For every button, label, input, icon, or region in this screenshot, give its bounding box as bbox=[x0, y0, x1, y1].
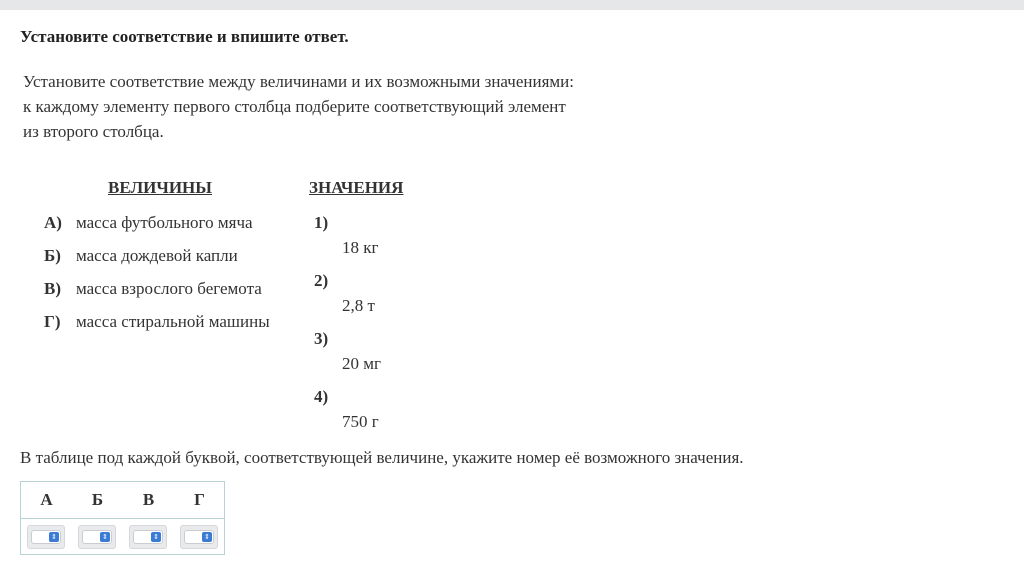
value-text-2: 2,8 т bbox=[342, 296, 375, 315]
intro-line-2: к каждому элементу первого столбца подберите соответствующий элемент bbox=[23, 97, 566, 116]
answer-header-v: В bbox=[142, 490, 155, 509]
quantity-letter: А) bbox=[44, 213, 62, 232]
select-field bbox=[184, 530, 214, 544]
updown-chevron-icon: ⇕ bbox=[49, 532, 59, 542]
select-field bbox=[31, 530, 61, 544]
quantity-text: масса стиральной машины bbox=[76, 312, 270, 331]
answer-select-b[interactable] bbox=[78, 525, 116, 549]
quantity-item-g bbox=[44, 312, 270, 332]
answer-header-a: А bbox=[40, 490, 53, 509]
select-field bbox=[82, 530, 112, 544]
value-number-2: 2) bbox=[314, 271, 329, 290]
value-number-3: 3) bbox=[314, 329, 329, 348]
value-text-3: 20 мг bbox=[342, 354, 381, 373]
value-text-1: 18 кг bbox=[342, 238, 379, 257]
updown-chevron-icon: ⇕ bbox=[151, 532, 161, 542]
task-intro bbox=[23, 69, 643, 144]
answer-select-v[interactable] bbox=[129, 525, 167, 549]
top-bar bbox=[0, 0, 1024, 10]
quantity-item-v bbox=[44, 279, 262, 299]
updown-chevron-icon: ⇕ bbox=[202, 532, 212, 542]
answer-select-g[interactable] bbox=[180, 525, 218, 549]
answer-header-b: Б bbox=[91, 490, 104, 509]
answer-header-g: Г bbox=[194, 490, 205, 509]
value-number-4: 4) bbox=[314, 387, 329, 406]
table-divider bbox=[21, 518, 224, 519]
quantities-heading: ВЕЛИЧИНЫ bbox=[108, 178, 212, 197]
select-field bbox=[133, 530, 163, 544]
value-text-4: 750 г bbox=[342, 412, 379, 431]
task-title: Установите соответствие и впишите ответ. bbox=[20, 27, 349, 46]
updown-chevron-icon: ⇕ bbox=[100, 532, 110, 542]
quantity-text: масса взрослого бегемота bbox=[76, 279, 262, 298]
quantity-item-b bbox=[44, 246, 238, 266]
intro-line-3: из второго столбца. bbox=[23, 122, 164, 141]
quantity-letter: Б) bbox=[44, 246, 61, 265]
values-heading: ЗНАЧЕНИЯ bbox=[309, 178, 404, 197]
quantity-text: масса футбольного мяча bbox=[76, 213, 253, 232]
quantity-letter: Г) bbox=[44, 312, 61, 331]
quantity-text: масса дождевой капли bbox=[76, 246, 238, 265]
quantity-item-a bbox=[44, 213, 253, 233]
intro-line-1: Установите соответствие между величинами и их возможными значениями: bbox=[23, 72, 574, 91]
answer-table bbox=[20, 481, 225, 555]
value-number-1: 1) bbox=[314, 213, 329, 232]
quantity-letter: В) bbox=[44, 279, 61, 298]
answer-instruction: В таблице под каждой буквой, соответствующей величине, укажите номер её возможного значения. bbox=[20, 448, 744, 467]
answer-select-a[interactable] bbox=[27, 525, 65, 549]
